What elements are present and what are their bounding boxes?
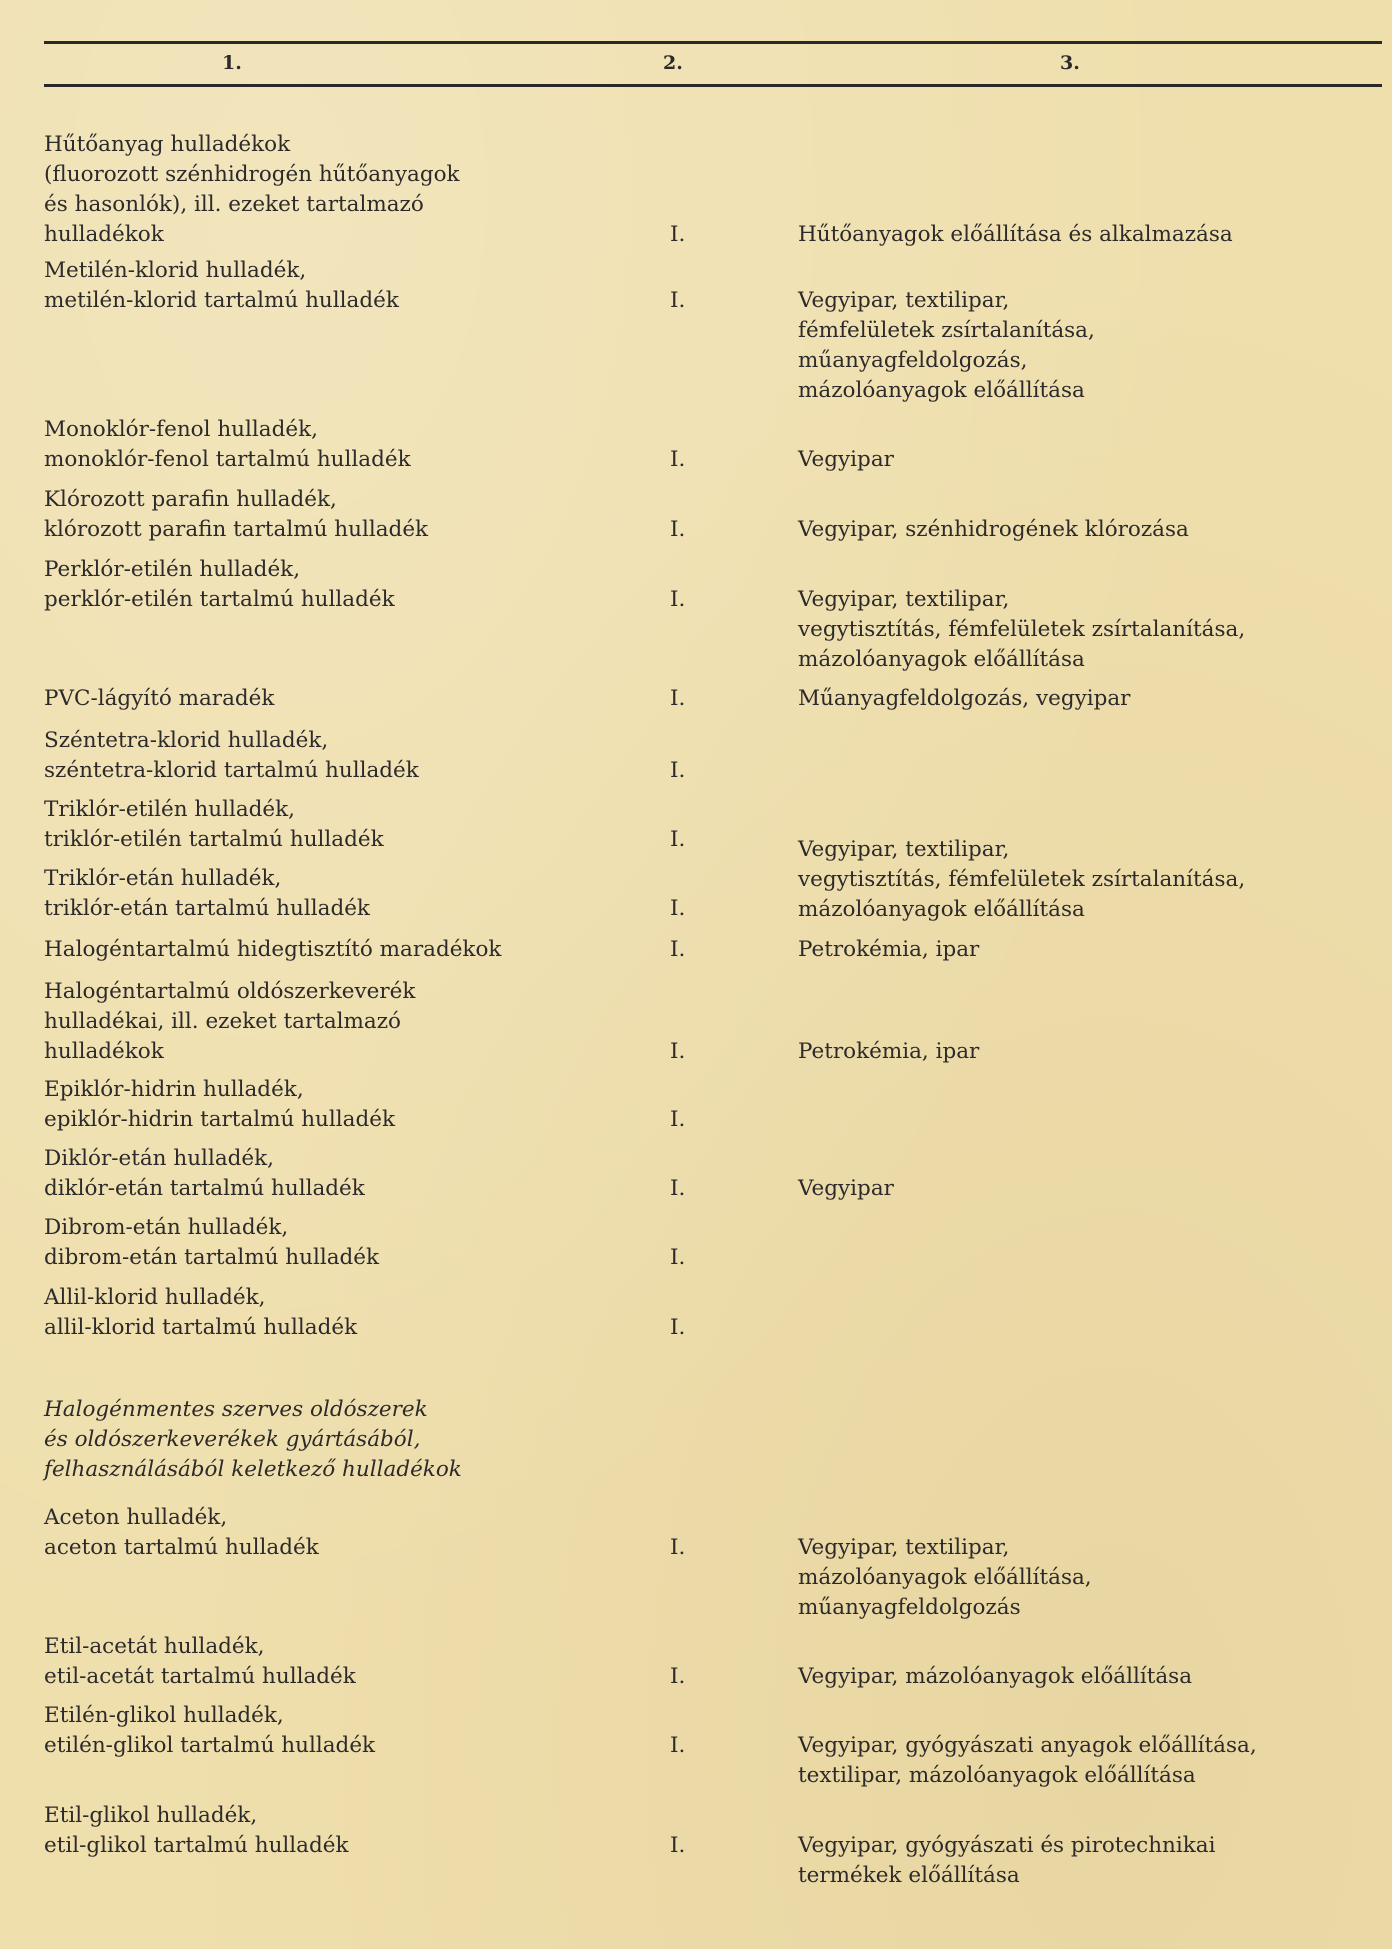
waste-source: Vegyipar, mázolóanyagok előállítása <box>798 1664 1193 1689</box>
hazard-class: I. <box>670 1039 686 1064</box>
column-number-3: 3. <box>1060 52 1080 74</box>
header-rule <box>44 84 1382 87</box>
hazard-class: I. <box>670 447 686 472</box>
waste-name: Etil-glikol hulladék, etil-glikol tartalmú hulladék <box>44 1803 349 1858</box>
hazard-class: I. <box>670 1664 686 1689</box>
waste-name: Halogéntartalmú oldószerkeverék hulladékai, ill. ezeket tartalmazó hulladékok <box>44 979 416 1064</box>
hazard-class: I. <box>670 1245 686 1270</box>
hazard-class: I. <box>670 1315 686 1340</box>
waste-name: Etilén-glikol hulladék, etilén-glikol tartalmú hulladék <box>44 1703 376 1758</box>
waste-source: Petrokémia, ipar <box>798 937 980 962</box>
hazard-class: I. <box>670 937 686 962</box>
waste-source: Vegyipar <box>798 1176 894 1201</box>
waste-source: Petrokémia, ipar <box>798 1039 980 1064</box>
column-number-1: 1. <box>222 52 242 74</box>
hazard-class: I. <box>670 896 686 921</box>
waste-name: Triklór-etán hulladék, triklór-etán tartalmú hulladék <box>44 866 370 921</box>
waste-source: Műanyagfeldolgozás, vegyipar <box>798 686 1131 711</box>
hazard-class: I. <box>670 758 686 783</box>
waste-name: Etil-acetát hulladék, etil-acetát tartalmú hulladék <box>44 1634 356 1689</box>
hazard-class: I. <box>670 1733 686 1758</box>
waste-source: Vegyipar, textilipar, vegytisztítás, fémfelületek zsírtalanítása, mázolóanyagok előállítása <box>798 587 1246 672</box>
hazard-class: I. <box>670 827 686 852</box>
hazard-class: I. <box>670 1107 686 1132</box>
hazard-class: I. <box>670 1535 686 1560</box>
waste-name: Aceton hulladék, aceton tartalmú hulladék <box>44 1505 319 1560</box>
waste-name: Diklór-etán hulladék, diklór-etán tartalmú hulladék <box>44 1146 365 1201</box>
waste-name: Triklór-etilén hulladék, triklór-etilén tartalmú hulladék <box>44 797 384 852</box>
waste-name: Monoklór-fenol hulladék, monoklór-fenol tartalmú hulladék <box>44 417 411 472</box>
waste-name: Epiklór-hidrin hulladék, epiklór-hidrin tartalmú hulladék <box>44 1077 395 1132</box>
waste-name: Dibrom-etán hulladék, dibrom-etán tartalmú hulladék <box>44 1215 380 1270</box>
section-title: Halogénmentes szerves oldószerek és oldószerkeverékek gyártásából, felhasználásából keletkező hulladékok <box>44 1397 462 1482</box>
waste-name: Allil-klorid hulladék, allil-klorid tartalmú hulladék <box>44 1285 358 1340</box>
hazard-class: I. <box>670 587 686 612</box>
waste-name: Metilén-klorid hulladék, metilén-klorid tartalmú hulladék <box>44 258 399 313</box>
waste-name: Perklór-etilén hulladék, perklór-etilén tartalmú hulladék <box>44 557 395 612</box>
waste-source: Hűtőanyagok előállítása és alkalmazása <box>798 222 1233 247</box>
hazard-class: I. <box>670 222 686 247</box>
waste-source: Vegyipar, gyógyászati anyagok előállítása, textilipar, mázolóanyagok előállítása <box>798 1733 1257 1788</box>
hazard-class: I. <box>670 686 686 711</box>
waste-name: Hűtőanyag hulladékok (fluorozott szénhidrogén hűtőanyagok és hasonlók), ill. ezeket tartalmazó hulladékok <box>44 132 460 247</box>
waste-name: PVC-lágyító maradék <box>44 686 275 711</box>
waste-source: Vegyipar, gyógyászati és pirotechnikai termékek előállítása <box>798 1833 1216 1888</box>
waste-source: Vegyipar, textilipar, vegytisztítás, fémfelületek zsírtalanítása, mázolóanyagok előállítása <box>798 837 1246 922</box>
waste-source: Vegyipar <box>798 447 894 472</box>
waste-name: Halogéntartalmú hidegtisztító maradékok <box>44 937 502 962</box>
hazard-class: I. <box>670 288 686 313</box>
waste-source: Vegyipar, szénhidrogének klórozása <box>798 517 1189 542</box>
hazard-class: I. <box>670 1833 686 1858</box>
hazard-class: I. <box>670 517 686 542</box>
waste-source: Vegyipar, textilipar, mázolóanyagok előállítása, műanyagfeldolgozás <box>798 1535 1092 1620</box>
waste-name: Széntetra-klorid hulladék, széntetra-klorid tartalmú hulladék <box>44 728 419 783</box>
waste-source: Vegyipar, textilipar, fémfelületek zsírtalanítása, műanyagfeldolgozás, mázolóanyagok előállítása <box>798 288 1095 403</box>
top-rule <box>44 41 1382 44</box>
hazard-class: I. <box>670 1176 686 1201</box>
waste-name: Klórozott parafin hulladék, klórozott parafin tartalmú hulladék <box>44 487 429 542</box>
column-number-2: 2. <box>663 52 683 74</box>
